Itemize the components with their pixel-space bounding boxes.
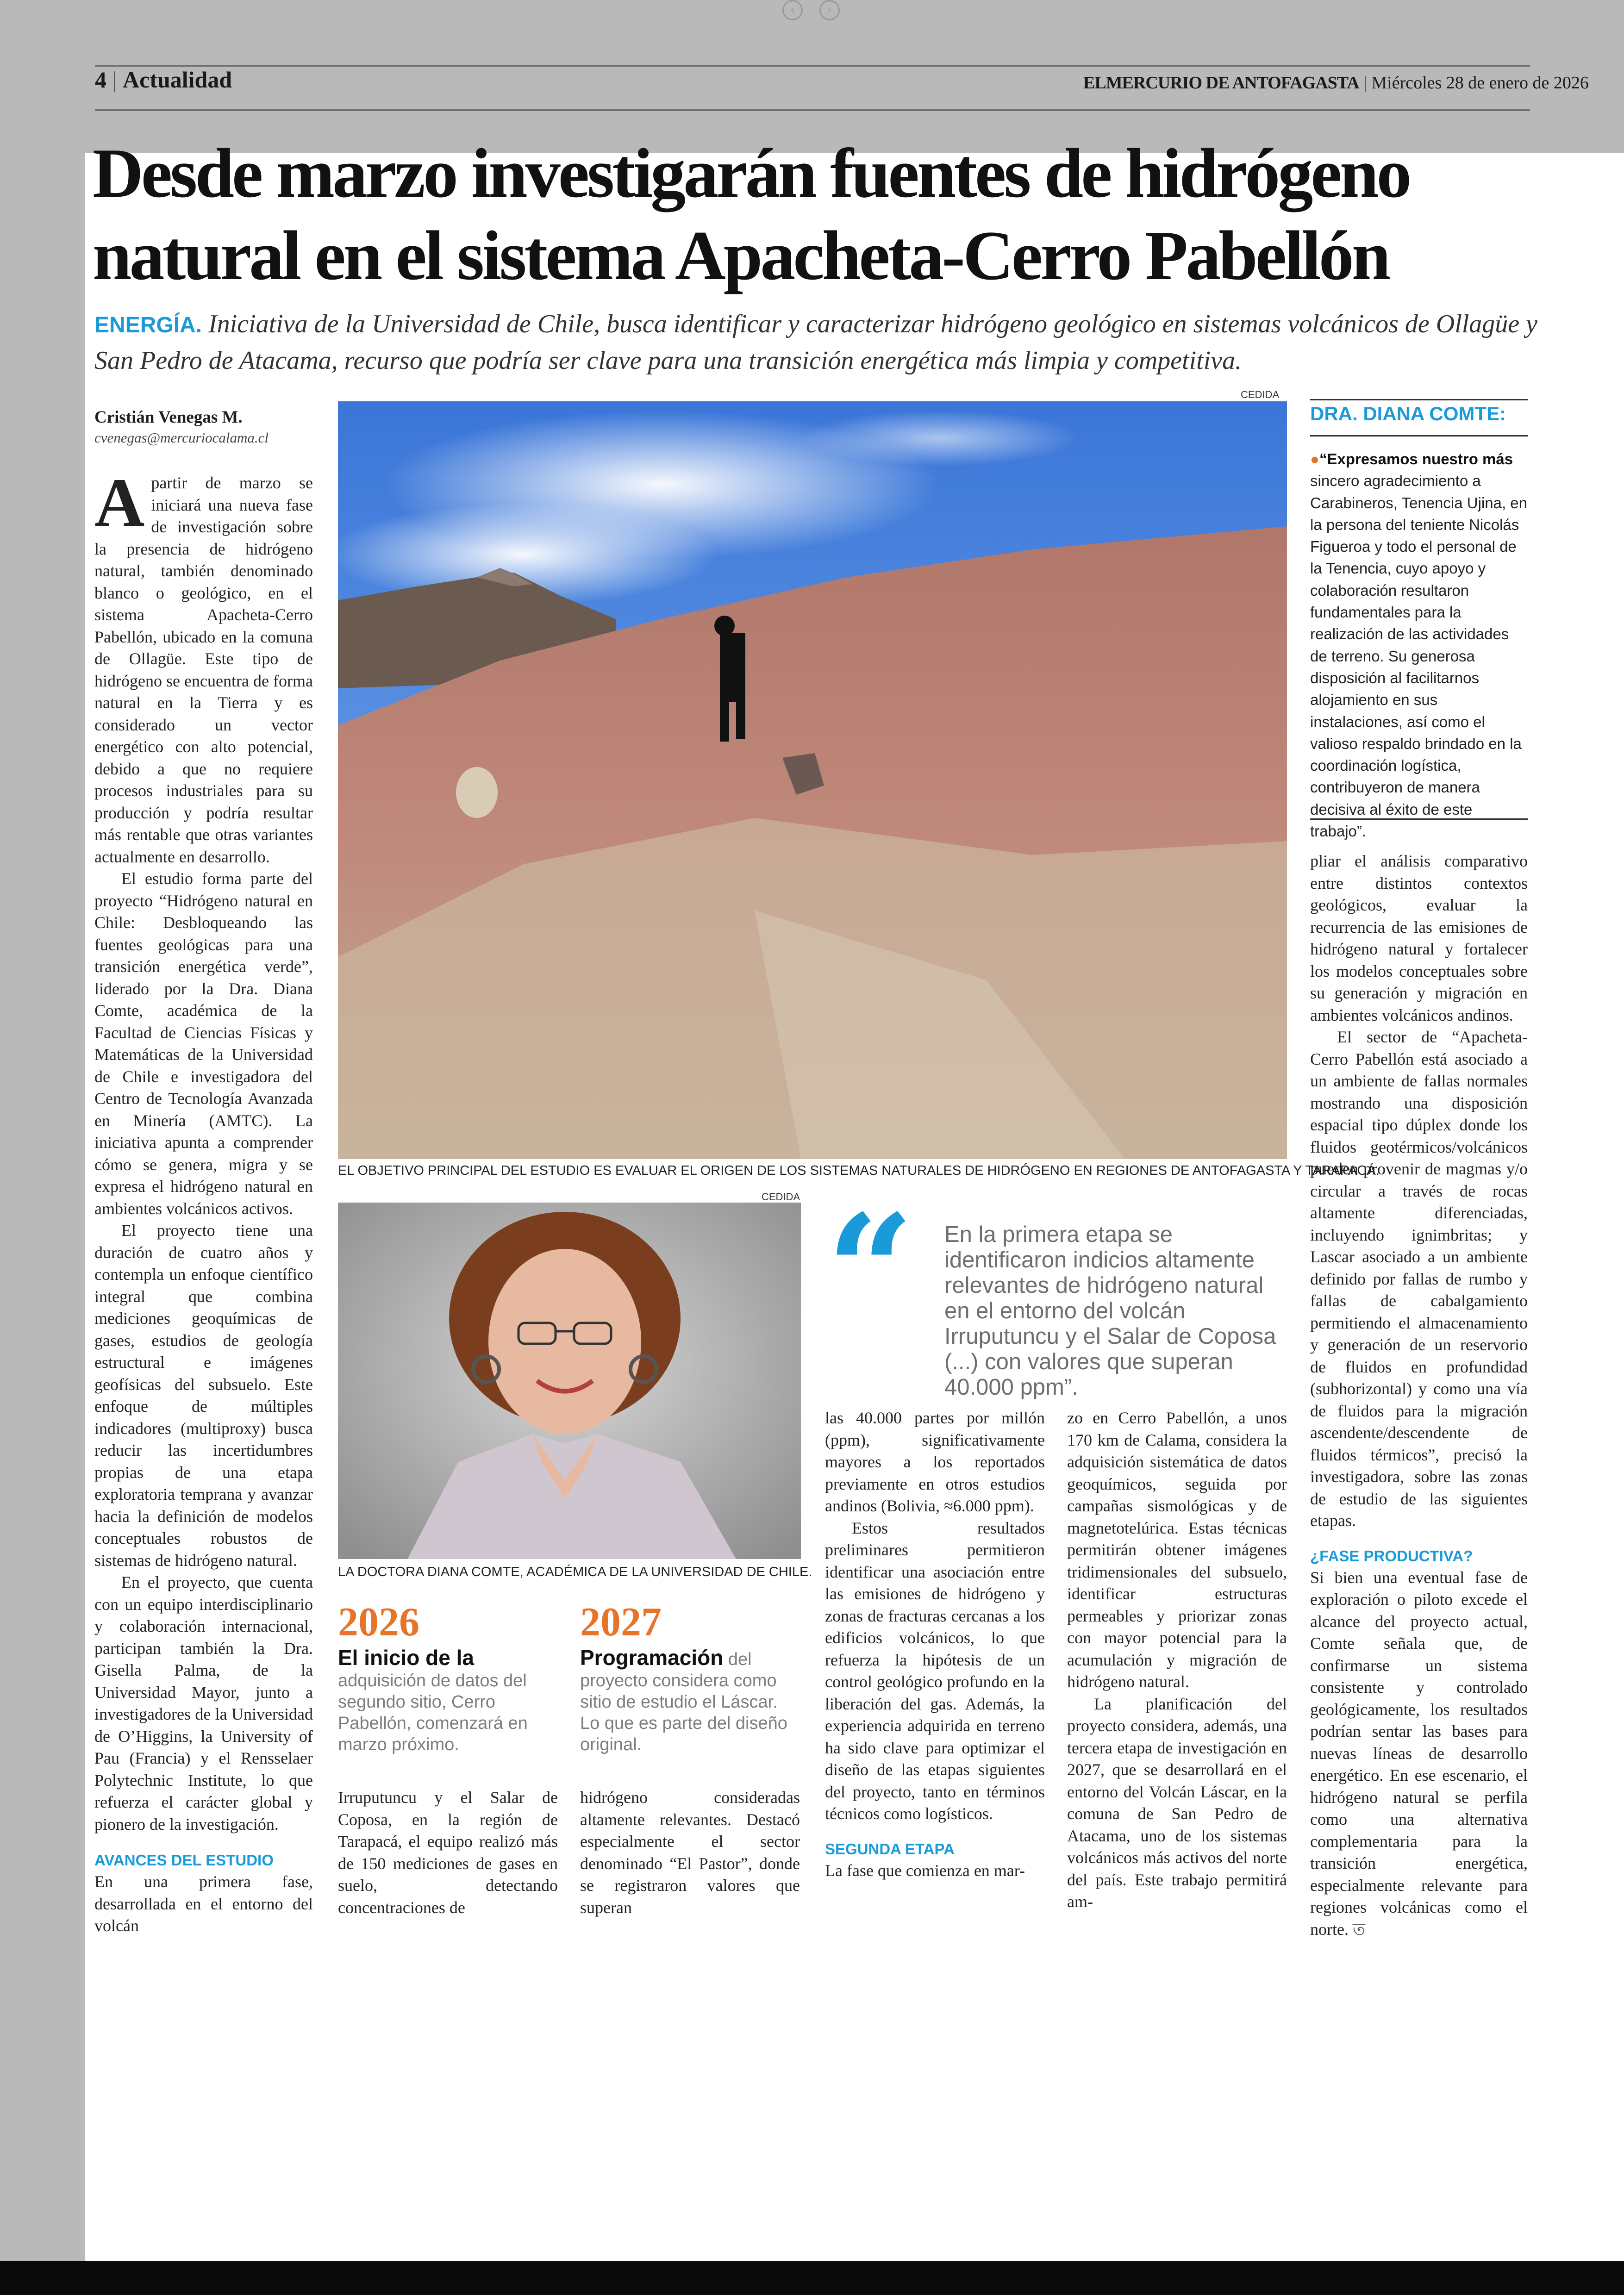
col2-paragraph: Irruputuncu y el Salar de Coposa, en la región de Tarapacá, el equipo realizó más de 150 mediciones de gases en suelo, detectando concentraciones de (338, 1788, 558, 1917)
article-column-3 (580, 1787, 800, 1919)
col1-paragraph-4: En el proyecto, que cuenta con un equipo interdisciplinario y colaboración internacional, participan también la Dra. Gisella Palma, de la Universidad Mayor, junto a investigadores de la Universidad de O’Higgins, la University of Pau (Francia) y el Rensselaer Polytechnic Institute, lo que refuerza el carácter global y pionero de la investigación. (94, 1573, 313, 1834)
article-column-4 (825, 1407, 1045, 1882)
col6-paragraph-1: pliar el análisis comparativo entre distintos contextos geológicos, evaluar la recurrencia de las emisiones de hidrógeno natural y fortalecer los modelos conceptuales sobre su generación y migración en ambientes volcánicos andinos. (1310, 852, 1528, 1024)
col4-paragraph-2: Estos resultados preliminares permitieron identificar una asociación entre las emisiones de hidrógeno y zonas de fracturas cercanas a los edificios volcánicos, lo que refuerza la hipótesis de un control geológico profundo en la liberación del gas. Además, la experiencia adquirida en terreno ha sido clave para optimizar el diseño de las etapas siguientes del proyecto, tanto en términos técnicos como logísticos. (825, 1518, 1045, 1823)
lead-kicker: ENERGÍA. (94, 313, 202, 337)
headline-line-2: natural en el sistema Apacheta-Cerro Pabellón (93, 217, 1389, 294)
timeline-year-2027: 2027 (580, 1600, 662, 1645)
article-column-5 (1067, 1407, 1287, 1913)
author-name: Cristián Venegas M. (94, 408, 243, 427)
timeline-title-2026: El inicio de la (338, 1646, 474, 1670)
header-top-rule (95, 65, 1530, 67)
bullet-icon: ● (1310, 450, 1319, 468)
col1-paragraph-5: En una primera fase, desarrollada en el entorno del volcán (94, 1872, 313, 1935)
article-column-1 (94, 464, 313, 1937)
sidebar-quote-text: sincero agradecimiento a Carabineros, Tenencia Ujina, en la persona del teniente Nicolás Figueroa y todo el personal de la Tenencia, cuyo apoyo y colaboración resultaron fundamentales para la realización de las actividades de terreno. Su generosa disposición al facilitarnos alojamiento en sus instalaciones, así como el valioso respaldo brindado en la coordinación logística, contribuyeron de manera decisiva al éxito de este trabajo”. (1310, 472, 1528, 840)
sidebar-title-rule (1310, 435, 1528, 437)
sidebar-top-rule (1310, 399, 1528, 400)
sidebar-bottom-rule (1310, 818, 1528, 820)
field-photo-image (338, 401, 1287, 1159)
col3-paragraph: hidrógeno consideradas altamente relevantes. Destacó especialmente el sector denominado “El Pastor”, donde se registraron valores que superan (580, 1788, 800, 1917)
subhead-fase-productiva: ¿FASE PRODUCTIVA? (1310, 1547, 1473, 1565)
subhead-avances: AVANCES DEL ESTUDIO (94, 1852, 274, 1869)
headline-line-1: Desde marzo investigarán fuentes de hidrógeno (93, 134, 1410, 212)
article-headline (93, 132, 1551, 297)
col6-paragraph-2: El sector de “Apacheta-Cerro Pabellón está asociado a un ambiente de fallas normales mostrando una disposición espacial tipo dúplex donde los fluidos geotérmicos/volcánicos pueden provenir de magmas y/o circular a través de rocas altamente diferenciadas, incluyendo ignimbritas; y Lascar asociado a un ambiente definido por fallas de rumbo y fallas de cabalgamiento permitiendo el almacenamiento y generación de un reservorio de fluidos en profundidad (subhorizontal) y como una vía de fluidos para la migración ascendente/descendente de fluidos térmicos”, precisó la investigadora, sobre las zonas de estudio de las siguientes etapas. (1310, 1028, 1528, 1530)
photo-credit: CEDIDA (1241, 389, 1280, 400)
issue-date: Miércoles 28 de enero de 2026 (1371, 73, 1589, 93)
col4-paragraph-1: las 40.000 partes por millón (ppm), significativamente mayores a los reportados previamente en otros estudios andinos (Bolivia, ≈6.000 ppm). (825, 1409, 1045, 1515)
col1-paragraph-3: El proyecto tiene una duración de cuatro años y contempla un enfoque científico integral que combina mediciones geoquímicas de gases, estudios de geología estructural e imágenes geofísicas del subsuelo. Este enfoque de múltiples indicadores (multiproxy) busca reducir las incertidumbres propias de una etapa exploratoria temprana y avanzar hacia la definición de modelos conceptuales robustos de sistemas de hidrógeno natural. (94, 1221, 313, 1570)
lead-text: Iniciativa de la Universidad de Chile, busca identificar y caracterizar hidrógeno geológico en sistemas volcánicos de Ollagüe y San Pedro de Atacama, recurso que podría ser clave para una transición energética más limpia y competitiva. (94, 310, 1538, 375)
subhead-segunda-etapa: SEGUNDA ETAPA (825, 1840, 955, 1858)
col4-paragraph-3: La fase que comienza en mar- (825, 1861, 1025, 1880)
quote-mark-icon: “ (826, 1181, 914, 1360)
sidebar-quote-start: “Expresamos nuestro más (1319, 450, 1513, 468)
col1-paragraph-1: partir de marzo se iniciará una nueva fase de investigación sobre la presencia de hidrógeno natural, también denominado blanco o geológico, en el sistema Apacheta-Cerro Pabellón, ubicado en la comuna de Ollagüe. Este tipo de hidrógeno se encuentra de forma natural en la Tierra y es considerado un vector energético con alto potencial, debido a que no requiere procesos industriales para su producción y podría resultar más rentable que otras variantes actualmente en desarrollo. (94, 474, 313, 866)
timeline-text-2027: del proyecto considera como sitio de estudio el Láscar. Lo que es parte del diseño original. (580, 1650, 787, 1754)
newspaper-name: ELMERCURIO DE ANTOFAGASTA (1083, 73, 1359, 93)
page-folio: 4 | Actualidad (95, 67, 232, 93)
timeline-text-2026: adquisición de datos del segundo sitio, Cerro Pabellón, comenzará en marzo próximo. (338, 1671, 528, 1754)
sidebar-quote (1310, 448, 1528, 842)
portrait-credit: CEDIDA (762, 1191, 800, 1203)
article-column-6 (1310, 850, 1528, 1940)
article-lead (94, 306, 1539, 379)
col6-paragraph-3: Si bien una eventual fase de exploración o piloto excede el alcance del proyecto actual, Comte señala que, de confirmarse un sistema consistente y controlado geológicamente, los resultados podrían sentar las bases para nuevas líneas de desarrollo energético. En ese escenario, el hidrógeno natural se perfila como una alternativa complementaria para la transición energética, especialmente relevante para regiones volcánicas como el norte. (1310, 1568, 1528, 1939)
header-bottom-rule (95, 109, 1530, 111)
author-email[interactable]: cvenegas@mercuriocalama.cl (94, 430, 269, 446)
drop-cap: A (94, 464, 145, 541)
col1-paragraph-2: El estudio forma parte del proyecto “Hidrógeno natural en Chile: Desbloqueando las fuentes geológicas para una transición energética verde”, liderado por la Dra. Diana Comte, académica de la Facultad de Ciencias Físicas y Matemáticas de la Universidad de Chile e investigadora del Centro de Tecnología Avanzada en Minería (AMTC). La iniciativa apunta a comprender cómo se genera, migra y se expresa el hidrógeno natural en ambientes volcánicos activos. (94, 869, 313, 1218)
timeline-title-2027: Programación (580, 1646, 724, 1670)
section-name: Actualidad (123, 67, 232, 93)
timeline-item-2027 (580, 1602, 798, 1755)
equipment-bag (456, 767, 498, 818)
viewer-left-margin (0, 0, 85, 2295)
timeline-item-2026 (338, 1602, 546, 1755)
photo-caption: EL OBJETIVO PRINCIPAL DEL ESTUDIO ES EVALUAR EL ORIGEN DE LOS SISTEMAS NATURALES DE HIDRÓGENO EN REGIONES DE ANTOFAGASTA Y TARAPACÁ. (338, 1163, 1380, 1178)
article-column-2 (338, 1787, 558, 1919)
col5-paragraph-2: La planificación del proyecto considera, además, una tercera etapa de investigación en 2027, que se desarrollará en el entorno del Volcán Láscar, en la comuna de San Pedro de Atacama, uno de los sistemas volcánicos más activos del norte del país. Este trabajo permitirá am- (1067, 1694, 1287, 1911)
col5-paragraph-1: zo en Cerro Pabellón, a unos 170 km de Calama, considera la adquisición sistemática de datos geoquímicos, seguida por campañas sismológicas y de magnetotelúrica. Estas técnicas permitirán obtener imágenes tridimensionales del subsuelo, identificar estructuras permeables y priorizar zonas con mayor potencial para la acumulación y migración de hidrógeno natural. (1067, 1409, 1287, 1691)
next-page-button[interactable]: › (819, 0, 840, 20)
portrait-caption: LA DOCTORA DIANA COMTE, ACADÉMICA DE LA UNIVERSIDAD DE CHILE. (338, 1565, 812, 1579)
page-number: 4 (95, 67, 106, 93)
portrait-image (338, 1203, 801, 1559)
viewer-bottom-bar (0, 2261, 1624, 2295)
portrait-photo (338, 1203, 801, 1559)
timeline-year-2026: 2026 (338, 1600, 419, 1645)
previous-page-button[interactable]: ‹ (782, 0, 803, 20)
masthead: ELMERCURIO DE ANTOFAGASTA | Miércoles 28 de enero de 2026 (1083, 73, 1589, 93)
main-photo (338, 401, 1287, 1159)
sidebar-title: DRA. DIANA COMTE: (1310, 403, 1506, 424)
pull-quote: En la primera etapa se identificaron indicios altamente relevantes de hidrógeno natural en el entorno del volcán Irruputuncu y el Salar de Coposa (...) con valores que superan 40.000 ppm”. (944, 1222, 1276, 1400)
end-of-article-icon: ত (1352, 1920, 1365, 1939)
